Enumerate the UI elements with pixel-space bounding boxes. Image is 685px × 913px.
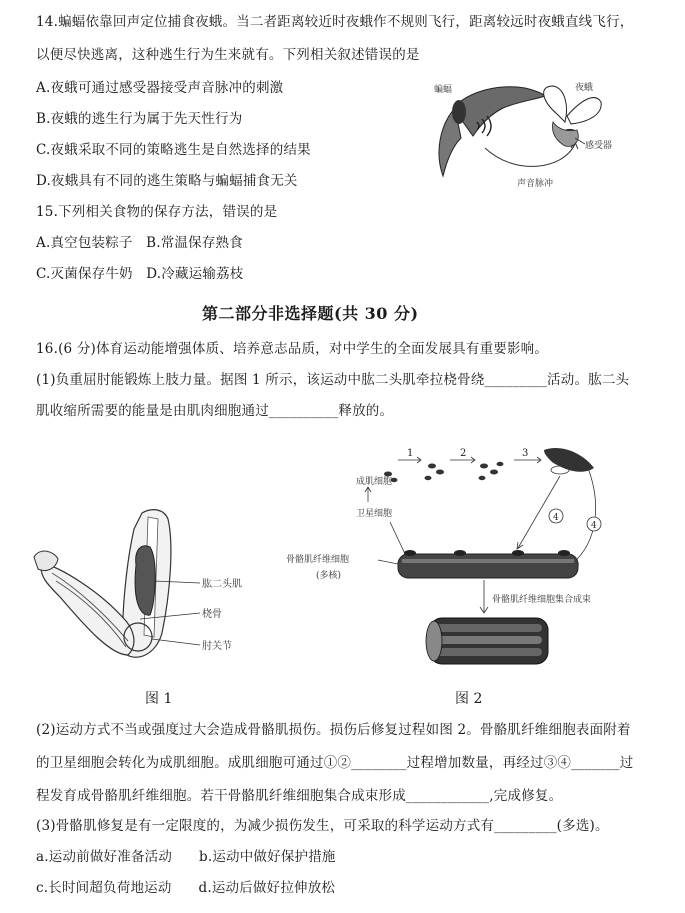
forearm-shape: [41, 563, 134, 655]
label-bat: 蝙蝠: [434, 85, 453, 95]
biceps-muscle-shape: [135, 546, 155, 615]
label-fiber-cell: 骨骼肌纤维细胞: [286, 555, 350, 565]
q14-stem-line2: 以便尽快逃离，这种逃生行为生来就有。下列相关叙述错误的是: [36, 47, 420, 63]
figure-1-arm: [30, 505, 280, 665]
bat-body-shape: [452, 100, 466, 124]
q16-part2-line3: 程发育成骨骼肌纤维细胞。若干骨骼肌纤维细胞集合成束形成____________,完成修复。: [36, 788, 563, 804]
q16-part1-line2: 肌收缩所需要的能量是由肌肉细胞通过__________释放的。: [36, 403, 394, 419]
bat-moth-figure: [425, 78, 625, 190]
q16-stem: 16.(6 分)体育运动能增强体质、培养意志品质，对中学生的全面发展具有重要影响。: [36, 341, 549, 357]
q14-option-a: A.夜蛾可通过感受器接受声音脉冲的刺激: [36, 80, 284, 96]
q16-part2-line2: 的卫星细胞会转化为成肌细胞。成肌细胞可通过①②________过程增加数量，再经过③④_______过: [36, 755, 634, 771]
q15-stem: 15.下列相关食物的保存方法，错误的是: [36, 204, 278, 220]
fiber-bundle-shape: [426, 618, 548, 664]
q15-options-row2: C.灭菌保存牛奶 D.冷藏运输荔枝: [36, 266, 244, 282]
label-radius: 桡骨: [202, 609, 222, 620]
q14-option-d: D.夜蛾具有不同的逃生策略与蝙蝠捕食无关: [36, 173, 298, 189]
q16-part2-line1: (2)运动方式不当或强度过大会造成骨骼肌损伤。损伤后修复过程如图 2。骨骼肌纤维细胞表面附着: [36, 722, 631, 738]
muscle-fiber-shape: [398, 554, 578, 578]
q16-part3-options-row2: c.长时间超负荷地运动 d.运动后做好拉伸放松: [36, 880, 336, 896]
bat-wing-upper-shape: [453, 87, 545, 136]
q14-option-b: B.夜蛾的逃生行为属于先天性行为: [36, 111, 243, 127]
pulse-arrow-shape: [485, 144, 575, 166]
label-satellite-cell: 卫星细胞: [356, 509, 393, 519]
moth-wing-right-shape: [567, 98, 601, 124]
label-multinucleate: (多核): [316, 571, 342, 581]
step-3-label: 3: [522, 448, 529, 459]
q14-stem-line1: 14.蝙蝠依靠回声定位捕食夜蛾。当二者距离较近时夜蛾作不规则飞行，距离较远时夜蛾直线飞行，: [36, 14, 634, 30]
step-4-label-a: 4: [553, 513, 559, 523]
step-1-label: 1: [407, 448, 414, 459]
q16-part3-stem: (3)骨骼肌修复是有一定限度的，为减少损伤发生，可采取的科学运动方式有_________(多选)。: [36, 818, 609, 834]
q14-option-c: C.夜蛾采取不同的策略逃生是自然选择的结果: [36, 142, 311, 158]
label-elbow-joint: 肘关节: [202, 641, 232, 652]
q16-part1-line1: (1)负重屈肘能锻炼上肢力量。据图 1 所示，该运动中肱二头肌牵拉桡骨绕_________活动。肱二头: [36, 372, 630, 388]
moth-wing-left-shape: [544, 86, 567, 122]
figure-1-caption: 图 1: [145, 691, 173, 707]
label-sound-pulse: 声音脉冲: [517, 179, 554, 189]
q16-part3-options-row1: a.运动前做好准备活动 b.运动中做好保护措施: [36, 849, 336, 865]
label-fiber-bundle: 骨骼肌纤维细胞集合成束: [492, 595, 592, 605]
label-moth: 夜蛾: [575, 83, 594, 93]
myoblast-cells: [384, 462, 504, 482]
figure-2-repair: [282, 440, 642, 678]
section-title: 第二部分非选择题(共 30 分): [202, 304, 419, 323]
label-receptor: 感受器: [585, 141, 613, 151]
label-myoblast: 成肌细胞: [356, 477, 393, 487]
figure-2-caption: 图 2: [455, 691, 483, 707]
step-4-label-b: 4: [591, 521, 597, 531]
q15-options-row1: A.真空包装粽子 B.常温保存熟食: [36, 235, 243, 251]
step-2-label: 2: [460, 448, 467, 459]
label-biceps: 肱二头肌: [202, 579, 242, 590]
